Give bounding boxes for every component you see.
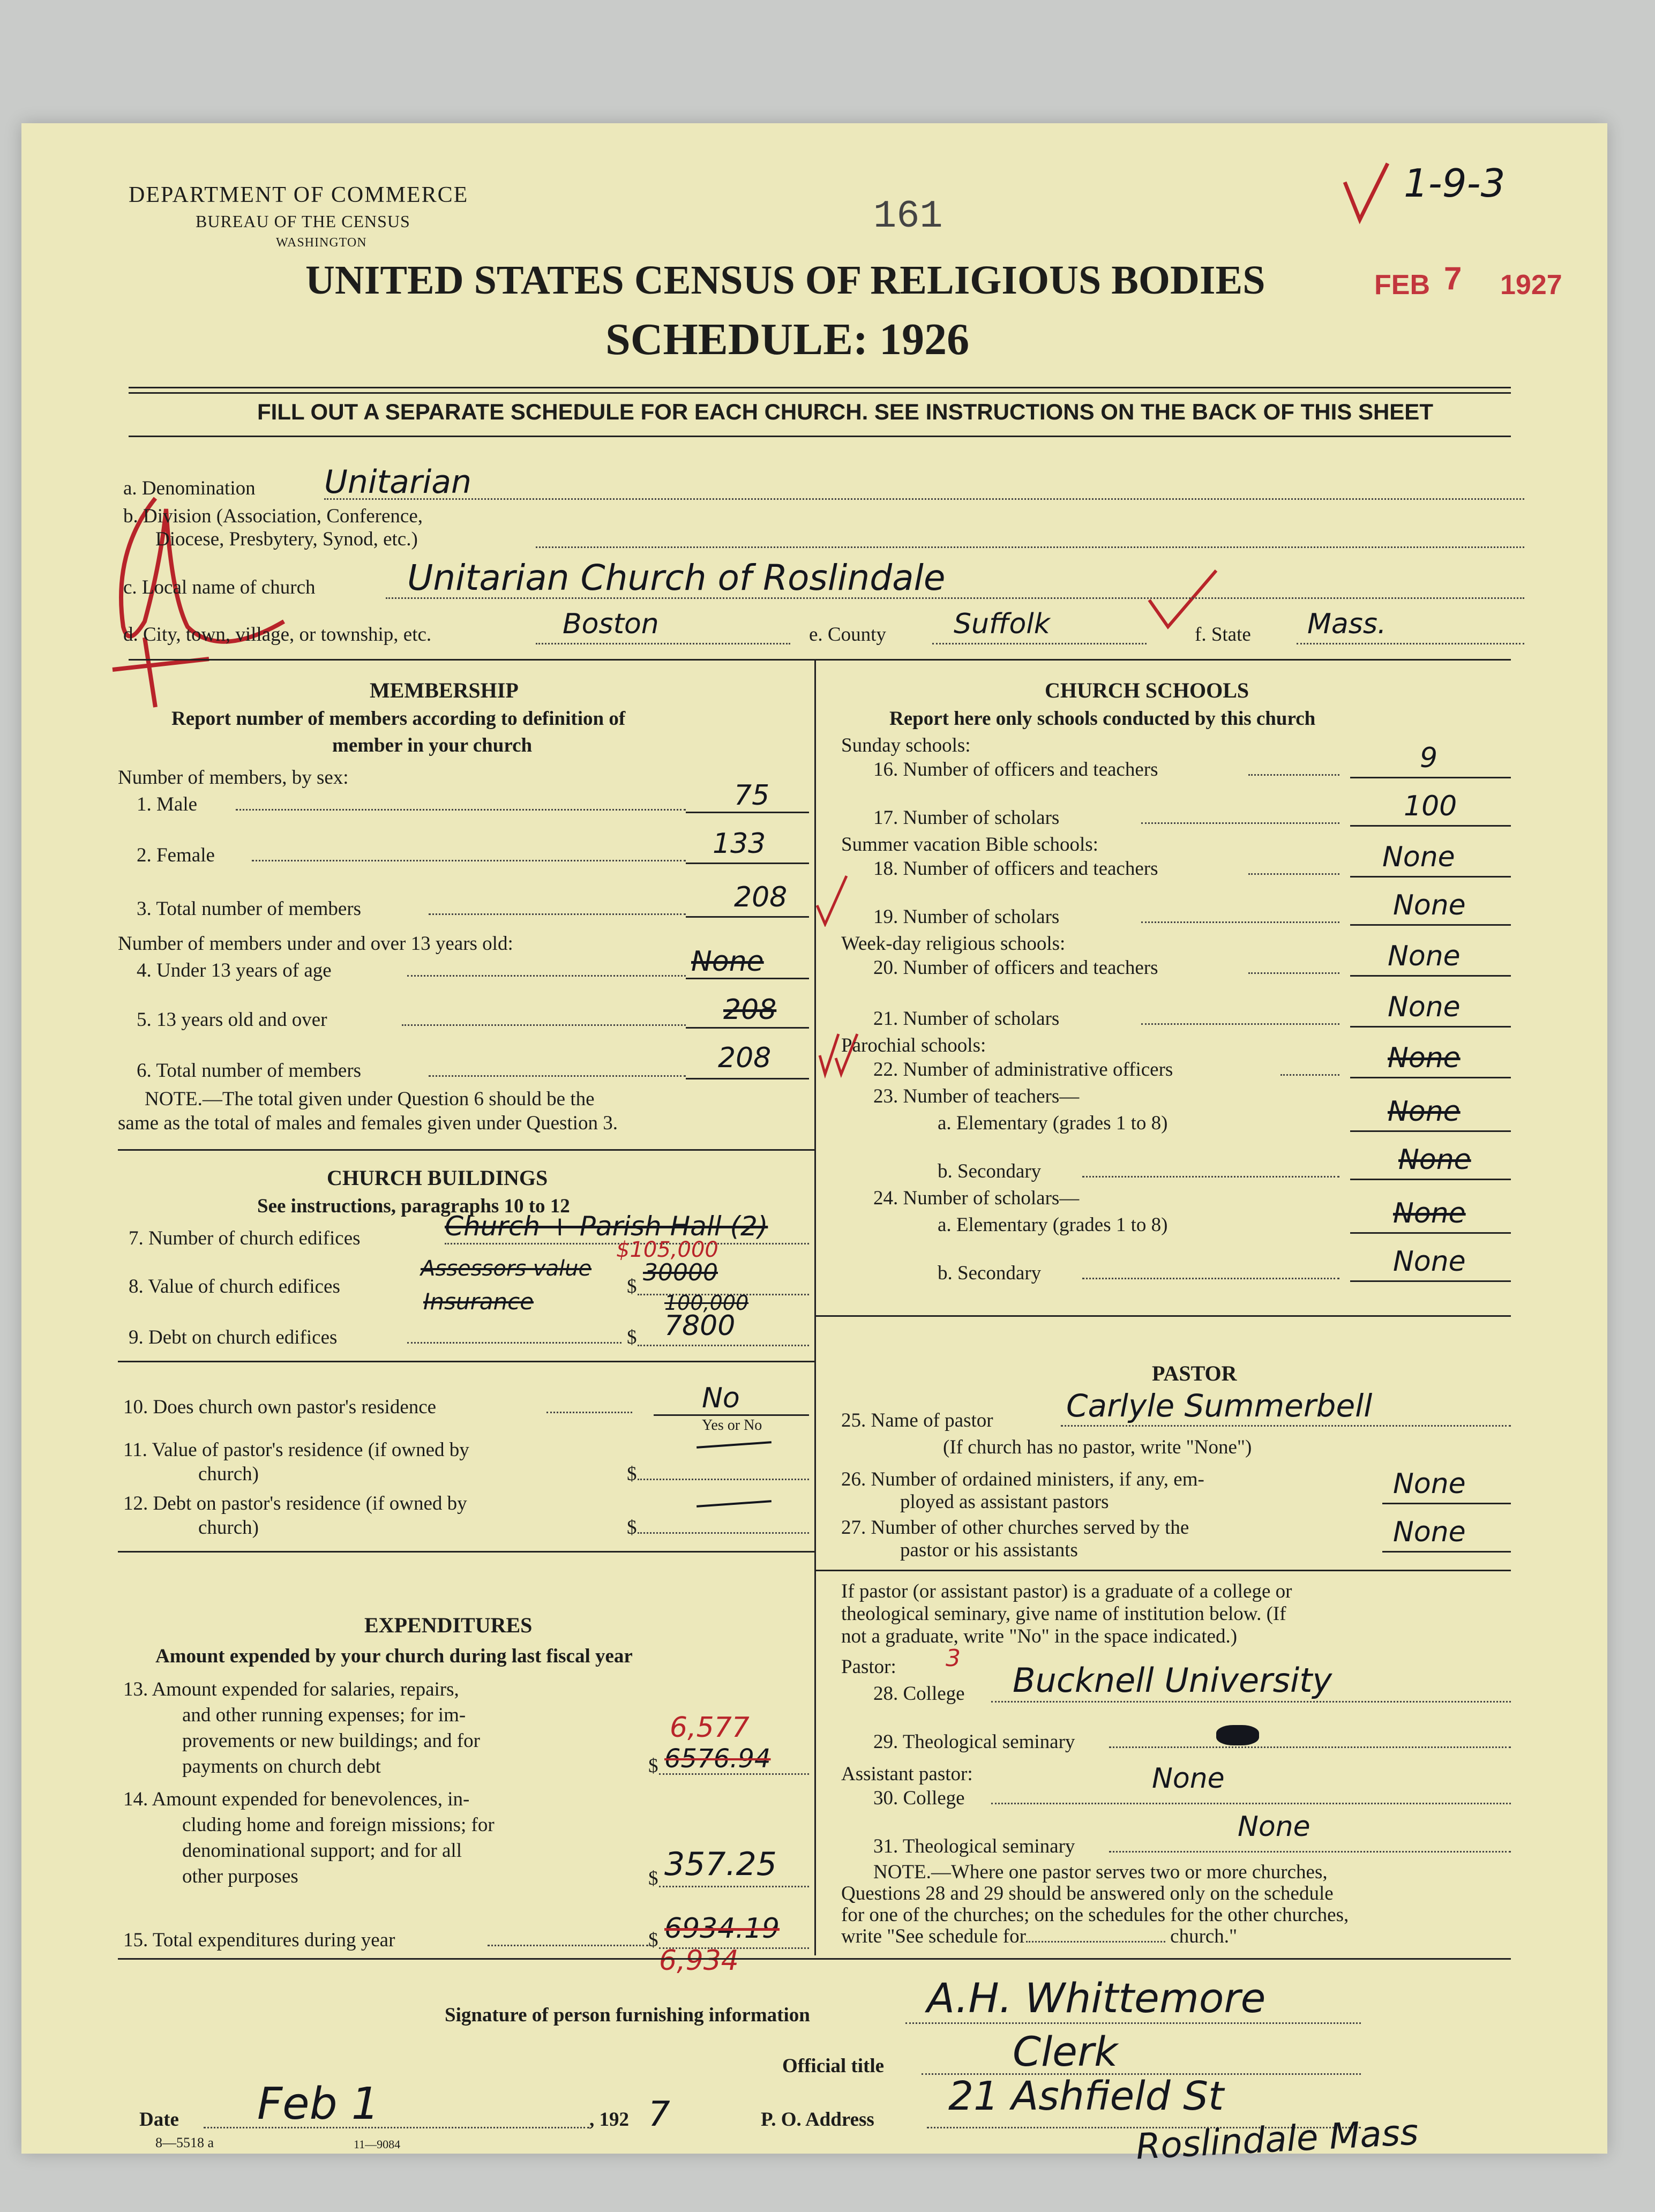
graduate-line-1: If pastor (or assistant pastor) is a graduate of a college or [841,1580,1292,1602]
membership-note-2: same as the total of males and females given under Question 3. [118,1112,618,1134]
q10-label: 10. Does church own pastor's residence [123,1396,437,1418]
red-check-icon [814,873,852,927]
q17-label: 17. Number of scholars [873,807,1060,829]
buildings-intro: See instructions, paragraphs 10 to 12 [257,1195,570,1217]
q13-line-3: provements or new buildings; and for [182,1730,480,1752]
po-address-city: Roslindale Mass [1135,2111,1420,2168]
sunday-schools-label: Sunday schools: [841,734,971,756]
po-address-label: P. O. Address [761,2109,874,2131]
q27-value: None [1393,1516,1466,1548]
bureau-name: BUREAU OF THE CENSUS [196,212,410,231]
q12-label: 12. Debt on pastor's residence (if owned by [123,1493,467,1514]
pastor-note-1: NOTE.—Where one pastor serves two or more churches, [873,1861,1328,1883]
q12-label-2: church) [198,1517,259,1539]
q1-label: 1. Male [137,793,198,815]
q14-label [123,1787,495,1889]
q17-value: 100 [1404,790,1457,822]
po-address-value: 21 Ashfield St [948,2073,1224,2119]
q23-label: 23. Number of teachers— [873,1085,1080,1107]
received-stamp-year: 1927 [1500,269,1562,301]
q8-dollar: $ [627,1276,637,1298]
q9-label: 9. Debt on church edifices [129,1326,338,1348]
city-value: Boston [563,608,659,640]
weekday-schools-label: Week-day religious schools: [841,933,1066,955]
division-label-2: Diocese, Presbytery, Synod, etc.) [155,528,418,550]
q27-label-2: pastor or his assistants [900,1539,1078,1561]
pastor-heading: PASTOR [1152,1361,1237,1385]
date-year-digit: 7 [648,2095,670,2134]
church-schools-intro: Report here only schools conducted by this church [889,708,1316,730]
q15-label: 15. Total expenditures during year [123,1929,395,1951]
q20-label: 20. Number of officers and teachers [873,957,1158,979]
q21-label: 21. Number of scholars [873,1008,1060,1030]
q24b-label: b. Secondary [938,1262,1042,1284]
q19-label: 19. Number of scholars [873,906,1060,928]
census-schedule-form [21,123,1607,2168]
pastor-note-4: write "See schedule for [841,1925,1026,1947]
q16-value: 9 [1420,742,1438,774]
schedule-number: 161 [873,194,943,238]
pastor-note [841,1861,1349,1947]
signature-label: Signature of person furnishing information [445,2004,810,2026]
check-code: 1-9-3 [1404,161,1506,206]
pastor-red-mark: 3 [946,1645,961,1672]
date-label: Date [139,2109,179,2131]
membership-intro-1: Report number of members according to definition of [171,708,626,730]
q13-value: 6,577 [670,1712,750,1744]
q26-value: None [1393,1468,1466,1500]
q9-dollar: $ [627,1326,637,1348]
q15-dollar: $ [648,1929,658,1951]
division-label: b. Division (Association, Conference, [123,505,423,527]
q24a-label: a. Elementary (grades 1 to 8) [938,1214,1168,1236]
q13-line-2: and other running expenses; for im- [182,1704,466,1726]
denomination-label: a. Denomination [123,477,256,499]
check-mark-icon [1339,161,1393,225]
q4-label: 4. Under 13 years of age [137,959,332,981]
department-name: DEPARTMENT OF COMMERCE [129,183,469,207]
q11-label: 11. Value of pastor's residence (if owned by [123,1439,469,1461]
q25-value: Carlyle Summerbell [1066,1388,1373,1424]
summer-schools-label: Summer vacation Bible schools: [841,834,1098,856]
county-value: Suffolk [954,608,1050,640]
q29-label: 29. Theological seminary [873,1731,1075,1753]
state-value: Mass. [1307,608,1387,640]
q1-value: 75 [734,779,770,812]
q13-dollar: $ [648,1755,658,1777]
q13-label [123,1677,480,1780]
q12-dollar: $ [627,1517,637,1539]
q2-label: 2. Female [137,844,215,866]
membership-heading: MEMBERSHIP [370,678,519,702]
q24b-value: None [1393,1246,1466,1278]
membership-intro-2: member in your church [332,734,533,756]
expenditures-heading: EXPENDITURES [364,1613,533,1637]
q12-dash [697,1500,772,1508]
q29-scribble [1216,1725,1259,1745]
q7-label: 7. Number of church edifices [129,1227,361,1249]
q18-label: 18. Number of officers and teachers [873,858,1158,880]
q9-value: 7800 [664,1310,736,1342]
parochial-schools-label: Parochial schools: [841,1034,986,1056]
q15-struck-value: 6934.19 [664,1913,780,1945]
church-name-value: Unitarian Church of Roslindale [407,557,946,598]
q14-line-2: cluding home and foreign missions; for [182,1814,495,1836]
q30-value: None [1152,1763,1225,1795]
q5-value: 208 [723,994,777,1026]
red-check-icon [1147,568,1222,632]
q8-struck-value: 30000 [643,1259,718,1286]
q16-label: 16. Number of officers and teachers [873,759,1158,781]
date-value: Feb 1 [257,2079,379,2129]
q25-label: 25. Name of pastor [841,1409,993,1431]
q8-value: $105,000 [616,1238,718,1262]
denomination-value: Unitarian [324,463,472,501]
q11-label-2: church) [198,1463,259,1485]
q19-value: None [1393,889,1466,921]
q23a-label: a. Elementary (grades 1 to 8) [938,1112,1168,1134]
q13-line-4: payments on church debt [182,1756,381,1778]
q18-value: None [1382,841,1455,873]
date-year-prefix: , 192 [589,2109,629,2131]
church-name-label: c. Local name of church [123,576,316,598]
q27-label: 27. Number of other churches served by the [841,1517,1189,1539]
q5-label: 5. 13 years old and over [137,1009,327,1031]
q28-value: Bucknell University [1013,1661,1332,1700]
q14-dollar: $ [648,1868,658,1889]
print-number: 11—9084 [354,2138,401,2151]
signature-value: A.H. Whittemore [927,1974,1266,2022]
state-label: f. State [1195,624,1251,646]
q8-insurance-note: Insurance [423,1288,534,1315]
form-subtitle: SCHEDULE: 1926 [605,314,970,364]
q11-dollar: $ [627,1463,637,1485]
members-by-sex-label: Number of members, by sex: [118,767,349,789]
q24-label: 24. Number of scholars— [873,1187,1080,1209]
q26-label: 26. Number of ordained ministers, if any, em- [841,1468,1204,1490]
received-stamp-day: 7 [1444,260,1462,296]
q3-label: 3. Total number of members [137,898,362,920]
q31-value: None [1238,1811,1310,1843]
q23b-label: b. Secondary [938,1160,1042,1182]
q22-label: 22. Number of administrative officers [873,1059,1173,1081]
bureau-city: WASHINGTON [276,236,367,250]
q22-value: None [1388,1042,1461,1074]
graduate-instructions [841,1580,1292,1648]
q8-insurance-value: 100,000 [664,1291,749,1315]
q10-value: No [702,1382,740,1414]
pastor-sublabel: Pastor: [841,1656,896,1678]
q14-value: 357.25 [664,1846,777,1883]
q15-value: 6,934 [659,1945,739,1977]
q26-label-2: ployed as assistant pastors [900,1491,1109,1513]
church-schools-heading: CHURCH SCHOOLS [1045,678,1249,702]
q6-value: 208 [718,1042,772,1074]
q13-struck-value: 6576.94 [664,1744,771,1774]
pastor-note-5: church." [1170,1925,1238,1947]
q28-label: 28. College [873,1683,965,1705]
yes-or-no-hint: Yes or No [702,1417,762,1434]
official-title-value: Clerk [1013,2028,1118,2075]
form-title: UNITED STATES CENSUS OF RELIGIOUS BODIES [305,258,1265,303]
q14-line-4: other purposes [182,1865,298,1887]
form-instruction: FILL OUT A SEPARATE SCHEDULE FOR EACH CHURCH. SEE INSTRUCTIONS ON THE BACK OF THIS SHEET [257,399,1433,424]
pastor-note-2: Questions 28 and 29 should be answered only on the schedule [841,1883,1334,1904]
expenditures-intro: Amount expended by your church during last fiscal year [155,1645,633,1667]
q14-line-1: 14. Amount expended for benevolences, in- [123,1788,470,1810]
official-title-label: Official title [782,2055,885,2077]
members-by-age-label: Number of members under and over 13 years old: [118,933,513,955]
city-label: d. City, town, village, or township, etc. [123,624,432,646]
q23b-value: None [1398,1144,1471,1176]
q7-value: Church + Parish Hall (2) [445,1211,768,1242]
q31-label: 31. Theological seminary [873,1835,1075,1857]
q11-dash [697,1441,772,1449]
membership-note-1: NOTE.—The total given under Question 6 should be the [145,1088,595,1110]
q21-value: None [1388,991,1461,1023]
county-label: e. County [809,624,886,646]
q24a-value: None [1393,1197,1466,1229]
q20-value: None [1388,940,1461,972]
graduate-line-2: theological seminary, give name of institution below. (If [841,1603,1286,1625]
form-number: 8—5518 a [155,2135,214,2150]
q2-value: 133 [713,828,766,860]
q3-value: 208 [734,881,788,913]
graduate-line-3: not a graduate, write "No" in the space indicated.) [841,1625,1238,1647]
q8-label: 8. Value of church edifices [129,1276,340,1298]
q23a-value: None [1388,1096,1461,1128]
q30-label: 30. College [873,1787,965,1809]
received-stamp-month: FEB [1374,269,1430,301]
q14-line-3: denominational support; and for all [182,1840,462,1862]
q6-label: 6. Total number of members [137,1060,362,1082]
q13-line-1: 13. Amount expended for salaries, repairs, [123,1678,459,1700]
assistant-pastor-label: Assistant pastor: [841,1763,973,1785]
q4-value: None [691,946,764,978]
buildings-heading: CHURCH BUILDINGS [327,1166,548,1190]
q25-note: (If church has no pastor, write "None") [943,1436,1252,1458]
pastor-note-3: for one of the churches; on the schedules for the other churches, [841,1904,1349,1926]
q8-assessors-note: Assessors value [421,1256,592,1281]
